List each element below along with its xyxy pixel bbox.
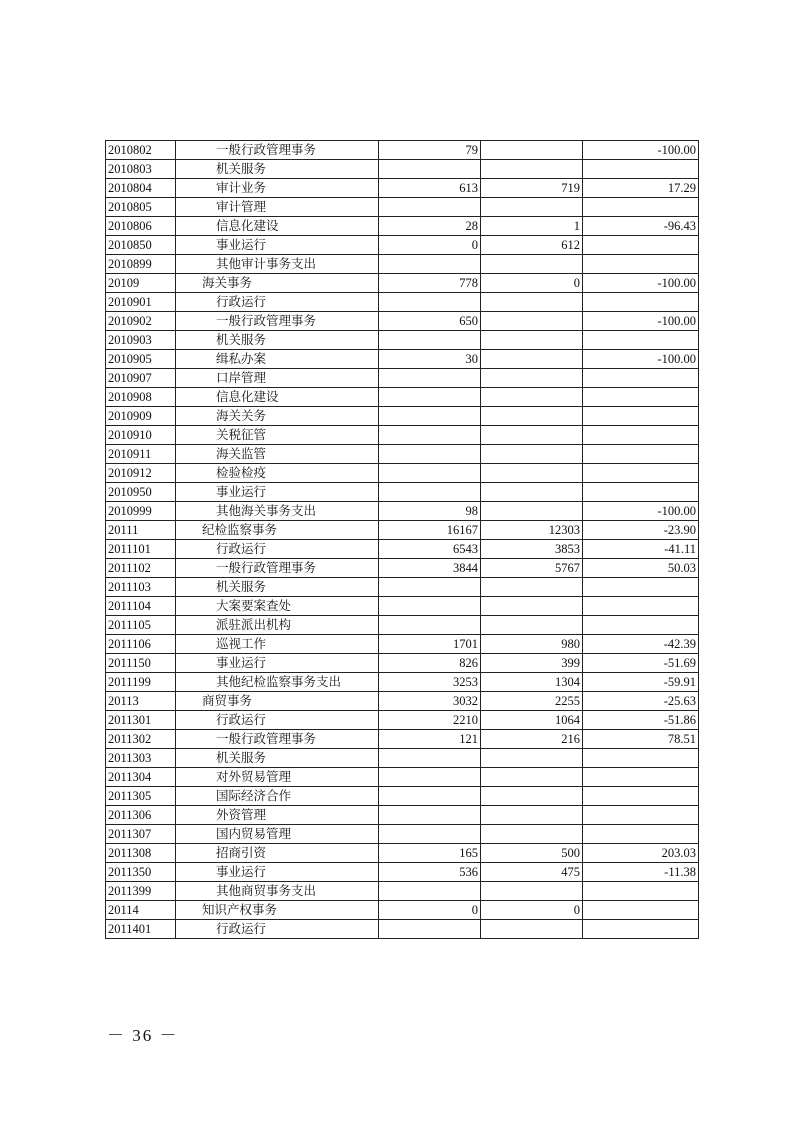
row-prior-value (379, 768, 481, 787)
row-change-percent: -100.00 (583, 502, 699, 521)
row-name: 一般行政管理事务 (176, 559, 379, 578)
table-row (106, 502, 699, 521)
row-change-percent: -25.63 (583, 692, 699, 711)
row-code: 2010902 (106, 312, 176, 331)
table-row (106, 179, 699, 198)
row-current-value (481, 806, 583, 825)
row-name: 信息化建设 (176, 388, 379, 407)
table-row (106, 749, 699, 768)
row-prior-value (379, 369, 481, 388)
row-change-percent (583, 236, 699, 255)
row-prior-value: 28 (379, 217, 481, 236)
row-current-value: 0 (481, 901, 583, 920)
row-code: 2010899 (106, 255, 176, 274)
row-prior-value (379, 597, 481, 616)
row-code: 2011301 (106, 711, 176, 730)
table-row (106, 521, 699, 540)
table-row (106, 711, 699, 730)
table-row (106, 578, 699, 597)
row-name: 一般行政管理事务 (176, 312, 379, 331)
budget-table (105, 140, 699, 939)
row-prior-value: 79 (379, 141, 481, 160)
row-current-value: 2255 (481, 692, 583, 711)
row-current-value (481, 464, 583, 483)
row-code: 2011106 (106, 635, 176, 654)
table-row (106, 616, 699, 635)
row-prior-value (379, 388, 481, 407)
row-current-value: 719 (481, 179, 583, 198)
row-prior-value (379, 293, 481, 312)
row-prior-value (379, 464, 481, 483)
row-current-value (481, 578, 583, 597)
row-code: 2010903 (106, 331, 176, 350)
row-name: 海关事务 (176, 274, 379, 293)
row-current-value (481, 160, 583, 179)
row-prior-value (379, 578, 481, 597)
row-prior-value (379, 825, 481, 844)
row-change-percent: -51.69 (583, 654, 699, 673)
row-change-percent: -100.00 (583, 141, 699, 160)
row-current-value (481, 502, 583, 521)
row-current-value (481, 312, 583, 331)
row-change-percent (583, 901, 699, 920)
row-current-value (481, 350, 583, 369)
row-code: 2010901 (106, 293, 176, 312)
row-code: 20109 (106, 274, 176, 293)
row-current-value: 1 (481, 217, 583, 236)
row-change-percent: -23.90 (583, 521, 699, 540)
row-change-percent (583, 806, 699, 825)
row-change-percent (583, 255, 699, 274)
row-name: 海关监管 (176, 445, 379, 464)
row-change-percent (583, 749, 699, 768)
table-row (106, 673, 699, 692)
row-current-value (481, 445, 583, 464)
row-name: 其他审计事务支出 (176, 255, 379, 274)
row-code: 2010909 (106, 407, 176, 426)
table-row (106, 293, 699, 312)
table-row (106, 730, 699, 749)
row-current-value (481, 369, 583, 388)
row-prior-value: 2210 (379, 711, 481, 730)
row-code: 2011306 (106, 806, 176, 825)
table-row (106, 844, 699, 863)
row-change-percent (583, 597, 699, 616)
row-change-percent: -100.00 (583, 312, 699, 331)
row-current-value (481, 483, 583, 502)
table-row (106, 654, 699, 673)
row-current-value (481, 255, 583, 274)
row-change-percent (583, 616, 699, 635)
row-name: 事业运行 (176, 483, 379, 502)
row-current-value (481, 920, 583, 939)
row-name: 外资管理 (176, 806, 379, 825)
row-change-percent (583, 293, 699, 312)
row-current-value (481, 198, 583, 217)
row-current-value (481, 141, 583, 160)
row-prior-value (379, 331, 481, 350)
row-name: 机关服务 (176, 331, 379, 350)
row-name: 巡视工作 (176, 635, 379, 654)
row-name: 检验检疫 (176, 464, 379, 483)
row-prior-value: 6543 (379, 540, 481, 559)
table-row (106, 407, 699, 426)
row-current-value: 0 (481, 274, 583, 293)
row-prior-value (379, 483, 481, 502)
row-current-value (481, 426, 583, 445)
row-prior-value (379, 407, 481, 426)
row-prior-value: 3253 (379, 673, 481, 692)
row-name: 信息化建设 (176, 217, 379, 236)
row-code: 2010804 (106, 179, 176, 198)
row-prior-value: 778 (379, 274, 481, 293)
row-code: 2011105 (106, 616, 176, 635)
table-row (106, 901, 699, 920)
row-change-percent (583, 825, 699, 844)
row-name: 商贸事务 (176, 692, 379, 711)
row-current-value (481, 388, 583, 407)
row-prior-value (379, 198, 481, 217)
row-code: 2010999 (106, 502, 176, 521)
table-row (106, 369, 699, 388)
row-current-value (481, 768, 583, 787)
row-name: 国内贸易管理 (176, 825, 379, 844)
row-change-percent: 203.03 (583, 844, 699, 863)
row-current-value (481, 882, 583, 901)
row-code: 2010910 (106, 426, 176, 445)
row-code: 2011307 (106, 825, 176, 844)
row-name: 审计业务 (176, 179, 379, 198)
table-row (106, 331, 699, 350)
row-code: 20111 (106, 521, 176, 540)
row-change-percent: -42.39 (583, 635, 699, 654)
row-prior-value: 30 (379, 350, 481, 369)
row-name: 海关关务 (176, 407, 379, 426)
row-code: 2010911 (106, 445, 176, 464)
row-change-percent: -100.00 (583, 350, 699, 369)
table-row (106, 540, 699, 559)
row-current-value: 3853 (481, 540, 583, 559)
row-code: 2010908 (106, 388, 176, 407)
row-change-percent: -100.00 (583, 274, 699, 293)
row-change-percent (583, 331, 699, 350)
row-name: 审计管理 (176, 198, 379, 217)
row-code: 2011308 (106, 844, 176, 863)
row-prior-value: 0 (379, 901, 481, 920)
row-name: 一般行政管理事务 (176, 730, 379, 749)
table-row (106, 198, 699, 217)
row-code: 2011103 (106, 578, 176, 597)
page-number: － 36 － (107, 1026, 179, 1045)
row-current-value: 475 (481, 863, 583, 882)
table-row (106, 920, 699, 939)
row-prior-value: 98 (379, 502, 481, 521)
row-current-value (481, 825, 583, 844)
row-prior-value: 536 (379, 863, 481, 882)
table-row (106, 388, 699, 407)
row-current-value: 5767 (481, 559, 583, 578)
table-row (106, 863, 699, 882)
row-prior-value (379, 426, 481, 445)
row-name: 事业运行 (176, 236, 379, 255)
row-code: 2010850 (106, 236, 176, 255)
row-prior-value (379, 255, 481, 274)
row-code: 2011350 (106, 863, 176, 882)
row-prior-value: 165 (379, 844, 481, 863)
row-name: 事业运行 (176, 863, 379, 882)
row-code: 2011304 (106, 768, 176, 787)
row-change-percent (583, 787, 699, 806)
row-code: 2011401 (106, 920, 176, 939)
row-prior-value: 3844 (379, 559, 481, 578)
row-code: 2010802 (106, 141, 176, 160)
row-current-value (481, 293, 583, 312)
row-change-percent: -41.11 (583, 540, 699, 559)
row-name: 对外贸易管理 (176, 768, 379, 787)
row-name: 知识产权事务 (176, 901, 379, 920)
row-prior-value: 0 (379, 236, 481, 255)
row-name: 大案要案查处 (176, 597, 379, 616)
row-name: 口岸管理 (176, 369, 379, 388)
row-prior-value (379, 445, 481, 464)
row-code: 2011199 (106, 673, 176, 692)
row-change-percent (583, 388, 699, 407)
row-current-value: 980 (481, 635, 583, 654)
row-name: 行政运行 (176, 920, 379, 939)
row-prior-value (379, 787, 481, 806)
row-change-percent: -51.86 (583, 711, 699, 730)
row-prior-value (379, 806, 481, 825)
table-row (106, 768, 699, 787)
row-name: 一般行政管理事务 (176, 141, 379, 160)
row-code: 20113 (106, 692, 176, 711)
row-current-value: 12303 (481, 521, 583, 540)
row-change-percent (583, 426, 699, 445)
row-name: 行政运行 (176, 293, 379, 312)
row-current-value: 612 (481, 236, 583, 255)
row-change-percent (583, 920, 699, 939)
row-change-percent: 17.29 (583, 179, 699, 198)
row-change-percent (583, 464, 699, 483)
row-prior-value: 1701 (379, 635, 481, 654)
row-code: 2011305 (106, 787, 176, 806)
table-row (106, 236, 699, 255)
table-row (106, 806, 699, 825)
table-body (106, 141, 699, 939)
table-row (106, 635, 699, 654)
row-name: 机关服务 (176, 749, 379, 768)
table-row (106, 559, 699, 578)
row-name: 行政运行 (176, 711, 379, 730)
row-code: 2010803 (106, 160, 176, 179)
table-row (106, 787, 699, 806)
row-code: 2011302 (106, 730, 176, 749)
table-row (106, 160, 699, 179)
table-row (106, 483, 699, 502)
row-prior-value: 650 (379, 312, 481, 331)
row-name: 缉私办案 (176, 350, 379, 369)
row-code: 2011101 (106, 540, 176, 559)
row-change-percent (583, 407, 699, 426)
table-row (106, 426, 699, 445)
row-name: 机关服务 (176, 160, 379, 179)
row-code: 2010905 (106, 350, 176, 369)
row-name: 机关服务 (176, 578, 379, 597)
row-change-percent (583, 768, 699, 787)
row-change-percent: 50.03 (583, 559, 699, 578)
row-name: 关税征管 (176, 426, 379, 445)
row-code: 2010950 (106, 483, 176, 502)
table-row (106, 255, 699, 274)
row-code: 2010907 (106, 369, 176, 388)
row-code: 2011303 (106, 749, 176, 768)
row-prior-value: 826 (379, 654, 481, 673)
row-change-percent: 78.51 (583, 730, 699, 749)
row-prior-value: 613 (379, 179, 481, 198)
row-prior-value: 3032 (379, 692, 481, 711)
row-code: 2010806 (106, 217, 176, 236)
row-name: 招商引资 (176, 844, 379, 863)
table-row (106, 350, 699, 369)
row-prior-value (379, 160, 481, 179)
table-row (106, 274, 699, 293)
row-name: 派驻派出机构 (176, 616, 379, 635)
row-change-percent (583, 483, 699, 502)
row-change-percent (583, 198, 699, 217)
row-change-percent (583, 369, 699, 388)
row-change-percent (583, 578, 699, 597)
row-name: 纪检监察事务 (176, 521, 379, 540)
row-prior-value (379, 920, 481, 939)
row-current-value (481, 749, 583, 768)
table-row (106, 597, 699, 616)
row-name: 国际经济合作 (176, 787, 379, 806)
table-row (106, 445, 699, 464)
row-change-percent: -96.43 (583, 217, 699, 236)
row-change-percent: -11.38 (583, 863, 699, 882)
row-prior-value (379, 749, 481, 768)
table-row (106, 882, 699, 901)
row-current-value (481, 407, 583, 426)
row-prior-value (379, 882, 481, 901)
row-code: 2011102 (106, 559, 176, 578)
table-row (106, 464, 699, 483)
row-current-value: 1064 (481, 711, 583, 730)
row-current-value: 399 (481, 654, 583, 673)
row-name: 其他海关事务支出 (176, 502, 379, 521)
row-code: 2010912 (106, 464, 176, 483)
table-row (106, 692, 699, 711)
table-row (106, 312, 699, 331)
row-current-value (481, 787, 583, 806)
row-current-value (481, 331, 583, 350)
row-change-percent: -59.91 (583, 673, 699, 692)
table-row (106, 217, 699, 236)
row-name: 事业运行 (176, 654, 379, 673)
table-row (106, 825, 699, 844)
row-prior-value (379, 616, 481, 635)
row-current-value: 216 (481, 730, 583, 749)
row-prior-value: 121 (379, 730, 481, 749)
row-prior-value: 16167 (379, 521, 481, 540)
row-name: 其他纪检监察事务支出 (176, 673, 379, 692)
row-current-value (481, 616, 583, 635)
row-code: 2011104 (106, 597, 176, 616)
row-current-value: 500 (481, 844, 583, 863)
row-code: 2010805 (106, 198, 176, 217)
row-current-value: 1304 (481, 673, 583, 692)
row-change-percent (583, 160, 699, 179)
row-current-value (481, 597, 583, 616)
row-code: 2011399 (106, 882, 176, 901)
row-change-percent (583, 445, 699, 464)
row-name: 行政运行 (176, 540, 379, 559)
row-code: 20114 (106, 901, 176, 920)
table-row (106, 141, 699, 160)
row-code: 2011150 (106, 654, 176, 673)
row-change-percent (583, 882, 699, 901)
row-name: 其他商贸事务支出 (176, 882, 379, 901)
